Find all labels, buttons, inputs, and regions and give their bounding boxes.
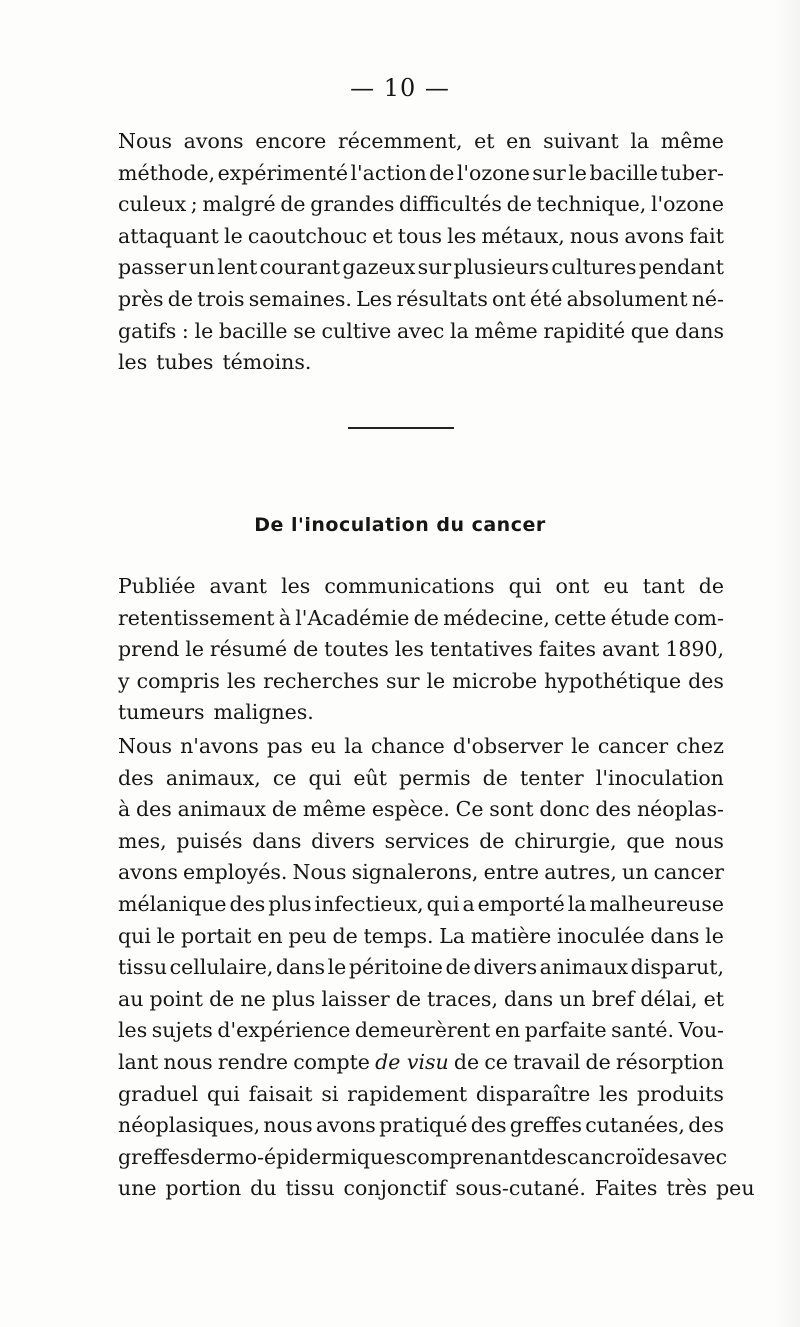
- paragraph-publication: [118, 571, 724, 729]
- text-line: Publiée avant les communications qui ont eu tant de: [118, 574, 724, 598]
- page-edge-shadow: [774, 0, 800, 1327]
- paragraph-ozone: [118, 126, 724, 379]
- text-line: une portion du tissu conjonctif sous-cutané. Faites très peu: [118, 1176, 755, 1201]
- text-line: néoplasiques, nous avons pratiqué des greffes cutanées, des: [118, 1113, 724, 1138]
- text-line: gatifs : le bacille se cultive avec la même rapidité que dans: [118, 318, 724, 343]
- text-line: tumeurs malignes.: [118, 700, 314, 725]
- text-line: près de trois semaines. Les résultats ont été absolument né-: [118, 286, 724, 311]
- text-line: attaquant le caoutchouc et tous les métaux, nous avons fait: [118, 223, 724, 248]
- text-line: à des animaux de même espèce. Ce sont donc des néoplas-: [118, 797, 724, 822]
- text-line: lant nous rendre compte de visu de ce travail de résorption: [118, 1049, 724, 1074]
- text-line: qui le portait en peu de temps. La matière inoculée dans le: [118, 923, 724, 948]
- text-line: greffes dermo-épidermiques comprenant des cancroïdes avec: [118, 1144, 728, 1169]
- paragraph-experiments: [118, 731, 755, 1205]
- text-line: Nous avons encore récemment, et en suivant la même: [118, 129, 724, 153]
- text-line: Nous n'avons pas eu la chance d'observer le cancer chez: [118, 734, 724, 758]
- text-line: les sujets d'expérience demeurèrent en parfaite santé. Vou-: [118, 1018, 724, 1043]
- text-line: culeux ; malgré de grandes difficultés de technique, l'ozone: [118, 192, 724, 217]
- text-line: au point de ne plus laisser de traces, dans un bref délai, et: [118, 986, 724, 1011]
- text-line: mélanique des plus infectieux, qui a emporté la malheureuse: [118, 891, 724, 916]
- text-line: tissu cellulaire, dans le péritoine de divers animaux disparut,: [118, 955, 724, 980]
- text-line: passer un lent courant gazeux sur plusieurs cultures pendant: [118, 255, 724, 280]
- text-line: méthode, expérimenté l'action de l'ozone sur le bacille tuber-: [118, 160, 724, 185]
- text-line: y compris les recherches sur le microbe hypothétique des: [118, 668, 724, 693]
- text-line: retentissement à l'Académie de médecine, cette étude com-: [118, 605, 724, 630]
- text-line: avons employés. Nous signalerons, entre autres, un cancer: [118, 860, 724, 885]
- page-number: — 10 —: [350, 74, 450, 102]
- text-line: mes, puisés dans divers services de chirurgie, que nous: [118, 828, 724, 853]
- section-divider: [348, 427, 454, 429]
- section-heading: De l'inoculation du cancer: [254, 514, 546, 536]
- text-line: les tubes témoins.: [118, 350, 312, 375]
- text-line: prend le résumé de toutes les tentatives faites avant 1890,: [118, 637, 724, 662]
- text-line: graduel qui faisait si rapidement disparaître les produits: [118, 1081, 724, 1106]
- text-line: des animaux, ce qui eût permis de tenter l'inoculation: [118, 765, 724, 790]
